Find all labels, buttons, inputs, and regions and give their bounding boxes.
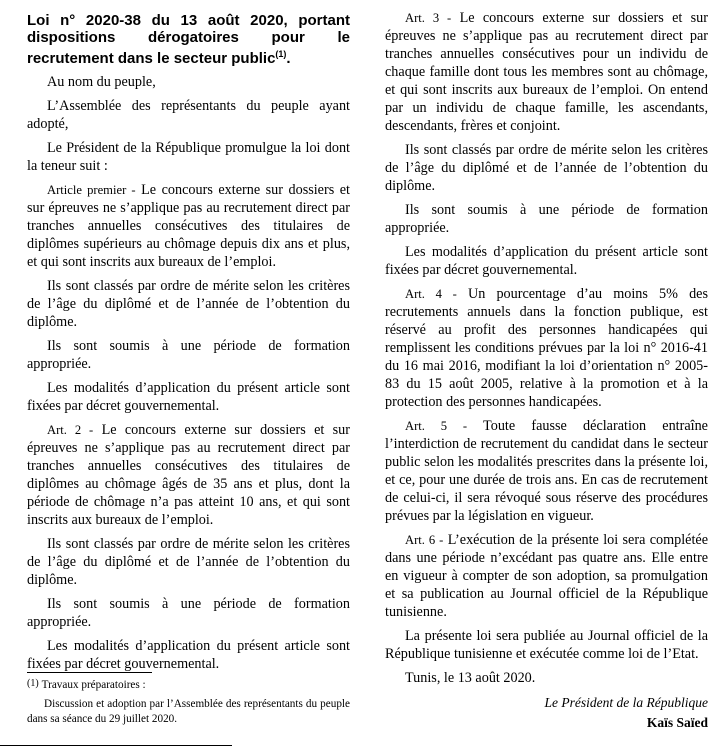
article-paragraph: Les modalités d’application du présent article sont fixées par décret gouvernemental. <box>27 638 350 672</box>
signatory-name: Kaïs Saïed <box>646 715 708 730</box>
article-paragraph <box>385 9 708 135</box>
footnote-body: Discussion et adoption par l’Assemblée des représentants du peuple dans sa séance du 29 juillet 2020. <box>27 698 350 725</box>
article-paragraph: Les modalités d’application du présent article sont fixées par décret gouvernemental. <box>27 380 350 414</box>
article-label: Art. 6 - <box>405 533 444 547</box>
article-text: Le concours externe sur dossiers et sur épreuves ne s’applique pas au recrutement direct par tranches annuelles consécutives des titulaires de diplômes au chômage âgés de 35 ans et plus, dont la période de chômage n’a pas atteint 10 ans, et qui sont inscrits aux bureaux de l’emploi. <box>27 422 350 528</box>
footnote-title: Travaux préparatoires : <box>41 679 146 691</box>
article-text: Le concours externe sur dossiers et sur épreuves ne s’applique pas au recrutement direct par tranches annuelles consécutives des titulaires de diplômes supérieurs au chômage depuis dix ans et plus, et qui sont inscrits aux bureaux de l’emploi. <box>27 182 350 270</box>
article-text: Le concours externe sur dossiers et sur épreuves ne s’applique pas au recrutement direct par tranches annuelles consécutives pour un individu de chaque famille dont tous les membres sont au chômage, et qui sont inscrits aux bureaux de l’emploi. On entend par un individu de chaque famille, les ascendants, descendants, frères et conjoint. <box>385 10 708 134</box>
footnote <box>27 678 350 727</box>
preamble-line: Le Président de la République promulgue la loi dont la teneur suit : <box>27 140 350 174</box>
article-paragraph: Ils sont soumis à une période de formation appropriée. <box>27 596 350 630</box>
right-body <box>385 9 708 733</box>
article-paragraph <box>27 181 350 271</box>
article-text: L’exécution de la présente loi sera complétée dans une période n’excédant pas quatre ans. Elle entre en vigueur à compter de son adoption, sa promulgation et sa publication au Journal officiel de la République tunisienne. <box>385 532 709 620</box>
article-label: Art. 4 - <box>405 287 457 301</box>
left-column <box>27 0 350 679</box>
article-text: Un pourcentage d’au moins 5% des recrutements annuels dans la fonction publique, est réservé au profit des personnes handicapées qui remplissent les conditions prévues par la loi n° 2016-41 du 16 mai 2016, modifiant la loi d’orientation n° 2005-83 du 15 août 2005, relative à la promotion et à la protection des personnes handicapées. <box>385 286 708 410</box>
right-column <box>385 0 708 733</box>
publication-clause: La présente loi sera publiée au Journal officiel de la République tunisienne et exécutée comme loi de l’Etat. <box>385 628 708 662</box>
article-paragraph <box>385 531 708 621</box>
article-text: Toute fausse déclaration entraîne l’interdiction de recrutement du candidat dans le secteur public selon les modalités prescrites dans la présente loi, et ce, pour une durée de trois ans. En cas de recrutement de celui-ci, il sera révoqué sous réserve des procédures prévues par la législation en vigueur. <box>385 418 708 524</box>
article-paragraph <box>385 417 708 525</box>
article-paragraph: Ils sont soumis à une période de formation appropriée. <box>385 202 708 236</box>
footnote-divider <box>27 672 152 673</box>
footnote-marker: (1) <box>27 678 39 689</box>
title-footnote-marker: (1) <box>275 49 287 59</box>
article-label: Art. 2 - <box>47 423 94 437</box>
signatory-role: Le Président de la République <box>544 695 708 710</box>
article-label: Art. 5 - <box>405 419 468 433</box>
article-paragraph: Ils sont classés par ordre de mérite selon les critères de l’âge du diplômé et de l’année de l’obtention du diplôme. <box>385 142 708 194</box>
article-paragraph: Les modalités d’application du présent article sont fixées par décret gouvernemental. <box>385 244 708 278</box>
preamble-line: L’Assemblée des représentants du peuple ayant adopté, <box>27 98 350 132</box>
article-paragraph: Ils sont classés par ordre de mérite selon les critères de l’âge du diplômé et de l’année de l’obtention du diplôme. <box>27 536 350 588</box>
place-date: Tunis, le 13 août 2020. <box>405 670 536 686</box>
law-title-text: Loi n° 2020-38 du 13 août 2020, portant dispositions dérogatoires pour le recrutement dans le secteur public <box>27 12 350 67</box>
law-title: Loi n° 2020-38 du 13 août 2020, portant dispositions dérogatoires pour le recrutement dans le secteur public$^{(1)}$. <box>27 12 350 67</box>
page-bottom-rule <box>0 745 232 746</box>
preamble-line: Au nom du peuple, <box>47 74 156 90</box>
article-label: Article premier - <box>47 183 136 197</box>
article-label: Art. 3 - <box>405 11 452 25</box>
article-paragraph <box>385 285 708 411</box>
article-paragraph: Ils sont classés par ordre de mérite selon les critères de l’âge du diplômé et de l’année de l’obtention du diplôme. <box>27 278 350 330</box>
footnote-title-line <box>27 678 350 693</box>
article-paragraph <box>27 421 350 529</box>
article-paragraph: Ils sont soumis à une période de formation appropriée. <box>27 338 350 372</box>
left-body <box>27 73 350 673</box>
